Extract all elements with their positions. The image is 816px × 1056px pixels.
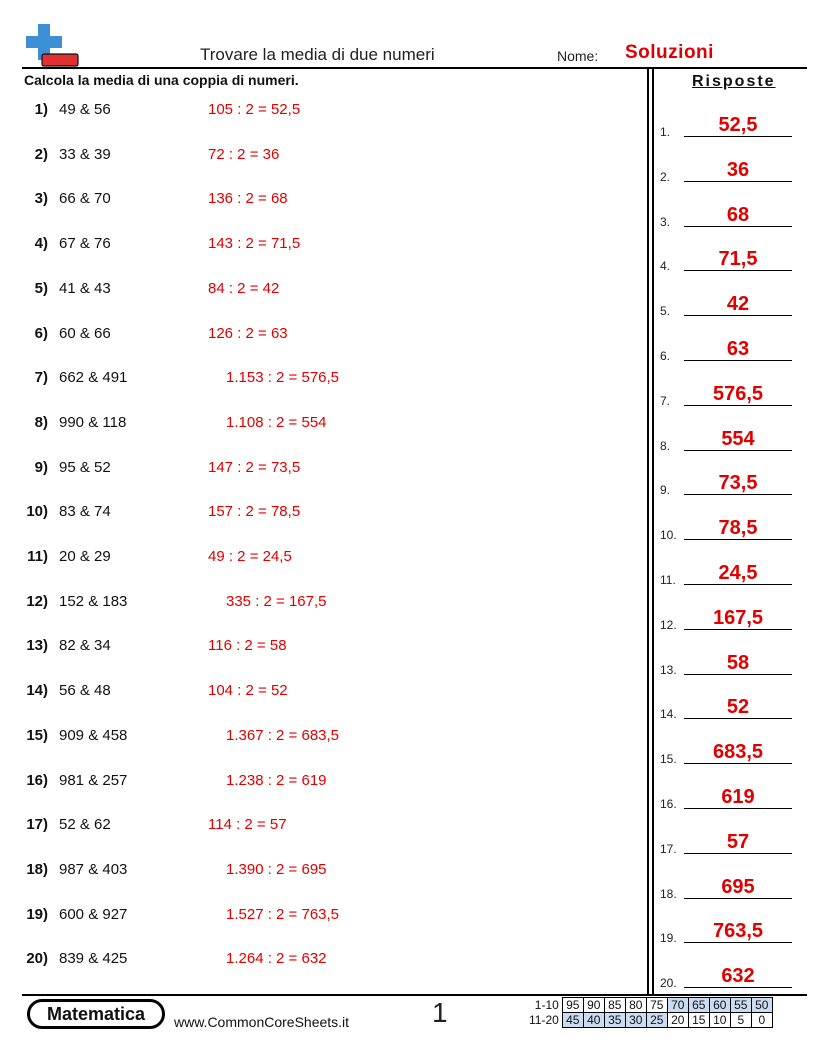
score-cell: 75: [646, 998, 667, 1013]
problem-number: 2): [34, 145, 48, 163]
score-cell: 30: [625, 1013, 646, 1028]
plus-minus-logo-icon: [22, 24, 80, 68]
answer-row: [660, 966, 792, 990]
answer-value: 632: [721, 965, 755, 988]
answer-value: 576,5: [712, 382, 764, 405]
answer-value: 695: [721, 875, 755, 898]
problem-solution: 1.238 : 2 = 619: [226, 771, 327, 789]
name-label: Nome:: [557, 48, 599, 64]
site-url: www.CommonCoreSheets.it: [174, 1014, 350, 1030]
answer-row: [660, 653, 792, 677]
problem-number: 4): [34, 235, 48, 253]
answer-row: [660, 608, 792, 632]
problem-text: 60 & 66: [59, 324, 111, 342]
answer-value: 78,5: [718, 517, 758, 540]
problem-text: 66 & 70: [59, 190, 111, 208]
problem-number: 13): [26, 637, 48, 655]
answer-value: 68: [726, 203, 750, 226]
answer-number: 2.: [660, 169, 671, 184]
answer-row: [660, 697, 792, 721]
answer-row: [660, 563, 792, 587]
problem-number: 12): [26, 592, 48, 610]
answer-row: [660, 787, 792, 811]
problem-number: 8): [34, 413, 48, 431]
problem-solution: 105 : 2 = 52,5: [208, 101, 301, 118]
answer-row: [660, 115, 792, 139]
problem-solution: 1.108 : 2 = 554: [226, 413, 327, 431]
answer-row: [660, 249, 792, 273]
answer-row: [660, 160, 792, 184]
problem-number: 16): [26, 771, 48, 789]
page-number: 1: [432, 997, 448, 1028]
problem-solution: 126 : 2 = 63: [208, 324, 288, 342]
score-cell: 40: [583, 1013, 604, 1028]
answer-number: 16.: [660, 797, 677, 811]
answer-row: [660, 742, 792, 766]
answer-number: 9.: [660, 483, 671, 498]
answer-row: [660, 205, 792, 229]
problem-text: 152 & 183: [59, 592, 128, 610]
answer-number: 6.: [660, 349, 671, 363]
score-cell: 15: [688, 1013, 709, 1028]
answer-row: [660, 832, 792, 856]
answer-row: [660, 384, 792, 408]
score-cell: 55: [730, 998, 751, 1013]
problem-text: 49 & 56: [59, 101, 111, 118]
score-cell: 10: [709, 1013, 730, 1028]
answer-row: [660, 877, 792, 901]
problem-text: 20 & 29: [59, 548, 111, 565]
problem-solution: 49 : 2 = 24,5: [208, 548, 292, 565]
problem-number: 3): [34, 190, 48, 208]
answer-number: 11.: [660, 573, 676, 587]
answer-number: 17.: [660, 841, 677, 856]
problem-text: 41 & 43: [59, 279, 111, 297]
brand-badge: Matematica: [27, 999, 165, 1029]
problem-number: 20): [26, 950, 48, 968]
answer-number: 15.: [660, 752, 677, 767]
answer-value: 167,5: [712, 606, 764, 629]
problem-solution: 84 : 2 = 42: [208, 279, 280, 297]
score-cell: 95: [562, 998, 583, 1013]
problem-solution: 114 : 2 = 57: [208, 816, 287, 834]
problem-text: 95 & 52: [59, 458, 111, 476]
answer-number: 14.: [660, 707, 677, 722]
answer-row: [660, 294, 792, 318]
answer-number: 18.: [660, 886, 677, 901]
problem-solution: 1.264 : 2 = 632: [226, 950, 327, 968]
problem-text: 987 & 403: [59, 860, 128, 878]
worksheet-title: Trovare la media di due numeri: [200, 45, 435, 64]
name-value: Soluzioni: [625, 42, 714, 63]
answer-number: 13.: [660, 662, 677, 677]
problem-number: 19): [26, 905, 48, 923]
score-cell: 5: [730, 1013, 751, 1028]
score-cell: 60: [709, 998, 730, 1013]
answer-value: 42: [726, 293, 750, 316]
answers-title: Risposte: [692, 73, 776, 90]
problem-text: 990 & 118: [59, 413, 127, 431]
answer-row: [660, 921, 792, 945]
problem-solution: 1.153 : 2 = 576,5: [226, 369, 340, 387]
answer-row: [660, 518, 792, 542]
score-cell: 90: [583, 998, 604, 1013]
score-cell: 0: [751, 1013, 772, 1028]
answer-value: 52,5: [718, 114, 758, 136]
problem-text: 67 & 76: [59, 235, 111, 253]
answer-value: 58: [726, 651, 750, 674]
answer-value: 57: [726, 830, 750, 853]
problem-number: 5): [34, 279, 48, 297]
score-row: [527, 998, 772, 1013]
problem-text: 56 & 48: [59, 682, 111, 700]
answer-row: [660, 473, 792, 497]
problem-text: 83 & 74: [59, 503, 111, 521]
score-cell: 20: [667, 1013, 688, 1028]
answer-value: 73,5: [718, 472, 758, 495]
answer-number: 19.: [660, 931, 677, 946]
problem-solution: 72 : 2 = 36: [208, 145, 280, 163]
problem-text: 52 & 62: [59, 816, 111, 834]
problem-number: 10): [26, 503, 48, 521]
problem-solution: 116 : 2 = 58: [208, 637, 287, 655]
problem-solution: 1.390 : 2 = 695: [226, 860, 327, 878]
problem-solution: 143 : 2 = 71,5: [208, 235, 301, 253]
problem-solution: 104 : 2 = 52: [208, 682, 288, 700]
problem-solution: 335 : 2 = 167,5: [226, 592, 327, 610]
answer-value: 683,5: [712, 741, 764, 764]
answer-value: 763,5: [712, 920, 764, 943]
problem-text: 909 & 458: [59, 726, 128, 744]
answer-value: 554: [721, 427, 755, 450]
score-cell: 70: [667, 998, 688, 1013]
score-row-label: 1-10: [534, 998, 559, 1012]
answer-number: 1.: [660, 125, 671, 139]
score-row: [527, 1013, 772, 1028]
answer-value: 36: [726, 158, 750, 181]
answer-column-divider-right: [652, 68, 654, 995]
problem-solution: 136 : 2 = 68: [208, 190, 288, 208]
answer-row: [660, 429, 792, 453]
score-table: [527, 997, 773, 1028]
problem-number: 17): [26, 816, 48, 834]
problem-text: 82 & 34: [59, 637, 111, 655]
problem-solution: 147 : 2 = 73,5: [208, 458, 301, 476]
answer-value: 63: [726, 338, 750, 360]
problem-text: 981 & 257: [59, 771, 128, 789]
answer-number: 10.: [660, 528, 677, 543]
problem-number: 9): [34, 458, 48, 476]
answer-number: 20.: [660, 976, 677, 991]
answer-number: 8.: [660, 438, 671, 453]
problem-text: 662 & 491: [59, 369, 128, 387]
score-cell: 50: [751, 998, 772, 1013]
problem-solution: 1.367 : 2 = 683,5: [226, 726, 340, 744]
score-cell: 80: [625, 998, 646, 1013]
answer-number: 3.: [660, 214, 671, 229]
problem-text: 33 & 39: [59, 145, 111, 163]
problem-text: 600 & 927: [59, 905, 128, 923]
problem-text: 839 & 425: [59, 950, 128, 968]
problem-number: 15): [26, 726, 48, 744]
answer-value: 52: [726, 696, 750, 719]
problem-solution: 157 : 2 = 78,5: [208, 503, 301, 521]
instructions: Calcola la media di una coppia di numeri.: [24, 72, 299, 88]
problem-number: 1): [34, 101, 48, 118]
answer-value: 71,5: [718, 248, 758, 271]
answer-column-divider-left: [647, 68, 649, 995]
header-divider: [22, 67, 807, 69]
footer-divider: [22, 994, 807, 996]
answer-value: 619: [721, 786, 755, 808]
problem-number: 11): [27, 548, 48, 565]
answer-number: 4.: [660, 259, 671, 274]
problem-number: 7): [34, 369, 48, 387]
answer-row: [660, 339, 792, 363]
answer-number: 7.: [660, 393, 671, 408]
answer-value: 24,5: [718, 562, 758, 584]
score-cell: 25: [646, 1013, 667, 1028]
answer-number: 12.: [660, 617, 677, 632]
answer-number: 5.: [660, 304, 671, 319]
problem-number: 14): [26, 682, 48, 700]
score-cell: 65: [688, 998, 709, 1013]
problem-solution: 1.527 : 2 = 763,5: [226, 905, 340, 923]
score-cell: 85: [604, 998, 625, 1013]
problem-number: 6): [34, 324, 48, 342]
score-row-label: 11-20: [529, 1013, 559, 1027]
score-cell: 35: [604, 1013, 625, 1028]
problem-number: 18): [26, 860, 48, 878]
score-cell: 45: [562, 1013, 583, 1028]
